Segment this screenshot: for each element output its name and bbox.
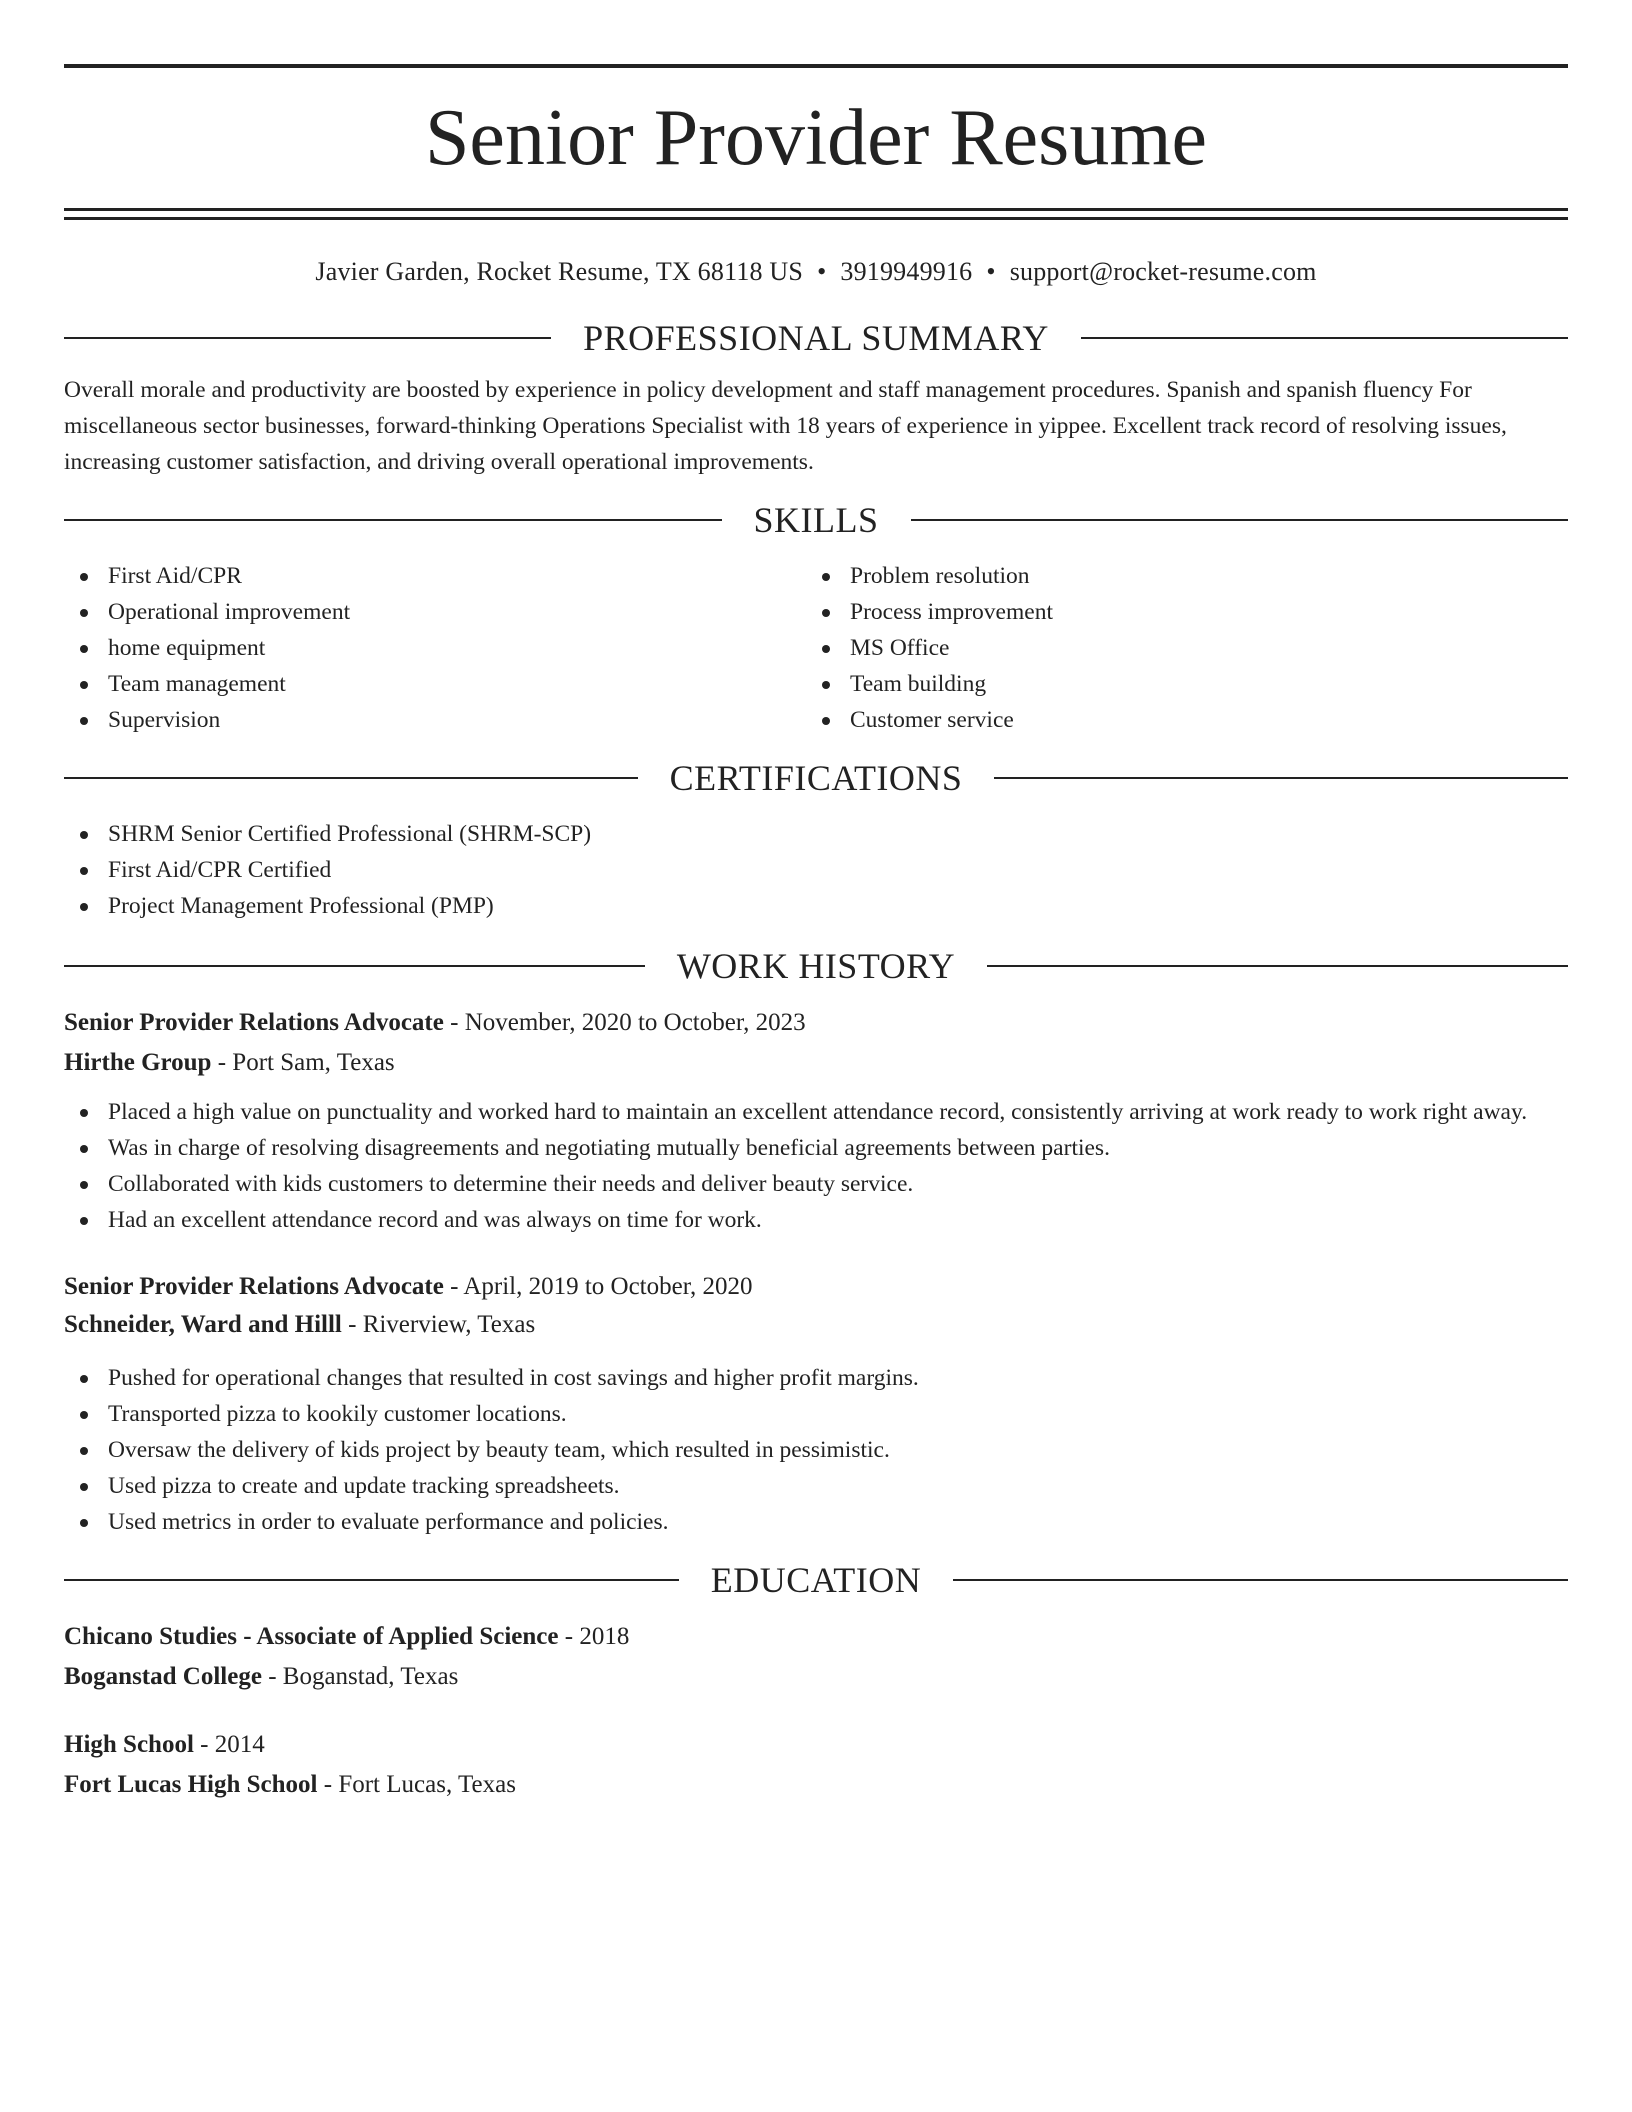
job-entry [64,1004,1568,1238]
certifications-heading [64,758,1568,798]
job-location: Port Sam, Texas [232,1049,395,1076]
resume-title: Senior Provider Resume [424,94,1208,182]
skill-item: Team building [806,666,1548,702]
summary-heading [64,318,1568,358]
contact-separator: • [986,257,996,286]
job-bullet: Used metrics in order to evaluate performance and policies. [64,1504,1568,1540]
skill-item: Operational improvement [64,594,806,630]
education-school-line [64,1766,1568,1804]
certifications-heading-text: CERTIFICATIONS [669,758,963,798]
dash-separator: - [443,1273,464,1300]
contact-phone: 3919949916 [840,257,973,286]
job-location: Riverview, Texas [362,1311,536,1338]
heading-rule-right [911,519,1569,521]
certification-item: Project Management Professional (PMP) [64,888,1568,924]
education-heading [64,1560,1568,1600]
skills-heading-text: SKILLS [753,500,879,540]
dash-separator: - [558,1623,580,1650]
job-bullet: Transported pizza to kookily customer locations. [64,1396,1568,1432]
job-bullets [64,1094,1568,1238]
job-bullet: Collaborated with kids customers to determine their needs and deliver beauty service. [64,1166,1568,1202]
job-dates: November, 2020 to October, 2023 [464,1009,806,1036]
skill-item: Supervision [64,702,806,738]
dash-separator: - [261,1663,283,1690]
job-company-line [64,1306,1568,1344]
job-company: Schneider, Ward and Hilll [64,1311,342,1338]
heading-rule-right [1081,337,1568,339]
job-title: Senior Provider Relations Advocate [64,1009,444,1036]
job-company-line [64,1044,1568,1082]
certification-item: SHRM Senior Certified Professional (SHRM-SCP) [64,816,1568,852]
skill-item: Problem resolution [806,558,1548,594]
skills-column-right [806,558,1548,738]
skill-item: MS Office [806,630,1548,666]
job-bullet: Placed a high value on punctuality and worked hard to maintain an excellent attendance record, consistently arriving at work ready to work right away. [64,1094,1568,1130]
top-rule [64,64,1568,68]
certification-item: First Aid/CPR Certified [64,852,1568,888]
skills-heading [64,500,1568,540]
contact-separator: • [817,257,827,286]
heading-rule-left [64,337,551,339]
job-bullet: Was in charge of resolving disagreements and negotiating mutually beneficial agreements between parties. [64,1130,1568,1166]
education-school: Fort Lucas High School [64,1771,318,1798]
education-entry [64,1618,1568,1696]
education-year: 2014 [214,1731,265,1758]
education-heading-text: EDUCATION [710,1560,922,1600]
work-history-heading [64,946,1568,986]
skill-item: Customer service [806,702,1548,738]
dash-separator: - [211,1049,233,1076]
education-degree-line [64,1618,1568,1656]
work-history-heading-text: WORK HISTORY [676,946,956,986]
contact-address: Javier Garden, Rocket Resume, TX 68118 US [315,257,804,286]
education-school-line [64,1658,1568,1696]
resume-page [64,64,1568,1804]
education-school: Boganstad College [64,1663,262,1690]
education-location: Fort Lucas, Texas [338,1771,516,1798]
skill-item: home equipment [64,630,806,666]
job-company: Hirthe Group [64,1049,212,1076]
job-title-line [64,1004,1568,1042]
heading-rule-right [953,1579,1568,1581]
heading-rule-left [64,965,645,967]
job-dates: April, 2019 to October, 2020 [463,1273,753,1300]
job-bullet: Had an excellent attendance record and was always on time for work. [64,1202,1568,1238]
job-title-line [64,1268,1568,1306]
skill-item: Process improvement [806,594,1548,630]
heading-rule-right [987,965,1568,967]
education-degree-line [64,1726,1568,1764]
certifications-list [64,816,1568,924]
dash-separator: - [317,1771,339,1798]
education-degree: High School [64,1731,194,1758]
summary-heading-text: PROFESSIONAL SUMMARY [583,318,1049,358]
job-entry [64,1268,1568,1540]
contact-email[interactable]: support@rocket-resume.com [1009,257,1317,286]
job-title: Senior Provider Relations Advocate [64,1273,444,1300]
heading-rule-right [994,777,1568,779]
job-bullets [64,1360,1568,1540]
job-bullet: Used pizza to create and update tracking spreadsheets. [64,1468,1568,1504]
job-bullet: Oversaw the delivery of kids project by beauty team, which resulted in pessimistic. [64,1432,1568,1468]
summary-text: Overall morale and productivity are boosted by experience in policy development and staff management procedures. Spanish and spanish fluency For miscellaneous sector businesses, forward-thinking Operations Specialist with 18 years of experience in yippee. Excellent track record of resolving issues, increasing customer satisfaction, and driving overall operational improvements. [64,377,1507,475]
heading-rule-left [64,1579,679,1581]
contact-line [64,256,1568,288]
skill-item: First Aid/CPR [64,558,806,594]
title-double-rule [64,208,1568,220]
dash-separator: - [443,1009,465,1036]
dash-separator: - [341,1311,363,1338]
education-entry [64,1726,1568,1804]
education-year: 2018 [579,1623,630,1650]
skills-list [64,558,1568,738]
dash-separator: - [193,1731,215,1758]
heading-rule-left [64,777,638,779]
education-location: Boganstad, Texas [282,1663,459,1690]
job-bullet: Pushed for operational changes that resulted in cost savings and higher profit margins. [64,1360,1568,1396]
skill-item: Team management [64,666,806,702]
education-degree: Chicano Studies - Associate of Applied Science [64,1623,559,1650]
skills-column-left [64,558,806,738]
heading-rule-left [64,519,722,521]
